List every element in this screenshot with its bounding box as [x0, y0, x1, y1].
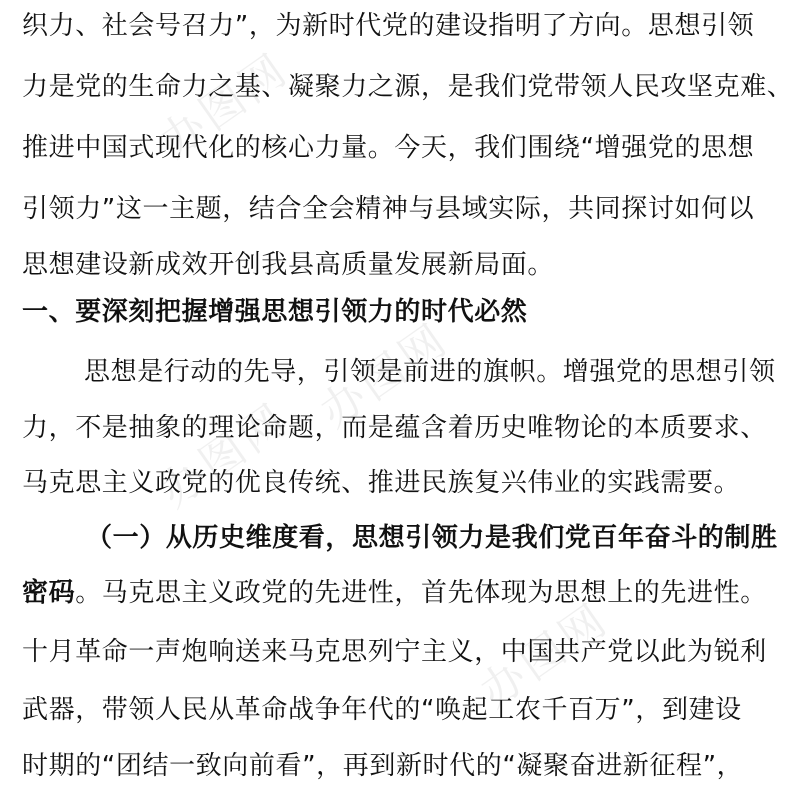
body-line: 十月革命一声炮响送来马克思列宁主义，中国共产党以此为锐利 — [22, 637, 767, 667]
watermark: 办图网 — [150, 43, 299, 168]
watermark: 办图网 — [150, 393, 299, 518]
body-line — [22, 578, 767, 608]
body-text: 。马克思主义政党的先进性，首先体现为思想上的先进性。 — [75, 578, 767, 608]
body-line: 推进中国式现代化的核心力量。今天，我们围绕“增强党的思想 — [22, 133, 755, 163]
body-line: 武器，带领人民从革命战争年代的“唤起工农千百万”，到建设 — [22, 695, 742, 725]
body-line: 力是党的生命力之基、凝聚力之源，是我们党带领人民攻坚克难、 — [22, 72, 794, 102]
body-line: 引领力”这一主题，结合全会精神与县域实际，共同探讨如何以 — [22, 194, 755, 224]
body-line: 力，不是抽象的理论命题，而是蕴含着历史唯物论的本质要求、 — [22, 413, 767, 443]
bold-text: 密码 — [22, 578, 76, 608]
section-heading: 一、要深刻把握增强思想引领力的时代必然 — [22, 297, 528, 327]
subsection-heading: （一）从历史维度看，思想引领力是我们党百年奋斗的制胜 — [86, 523, 778, 553]
watermark: 办图网 — [310, 313, 459, 438]
body-line: 思想是行动的先导，引领是前进的旗帜。增强党的思想引领 — [84, 357, 776, 387]
body-line: 马克思主义政党的优良传统、推进民族复兴伟业的实践需要。 — [22, 468, 741, 498]
watermark: 办图网 — [470, 593, 619, 718]
body-line: 思想建设新成效开创我县高质量发展新局面。 — [22, 250, 555, 280]
body-line: 织力、社会号召力”，为新时代党的建设指明了方向。思想引领 — [22, 11, 755, 41]
body-line: 时期的“团结一致向前看”，再到新时代的“凝聚奋进新征程”， — [22, 751, 744, 781]
